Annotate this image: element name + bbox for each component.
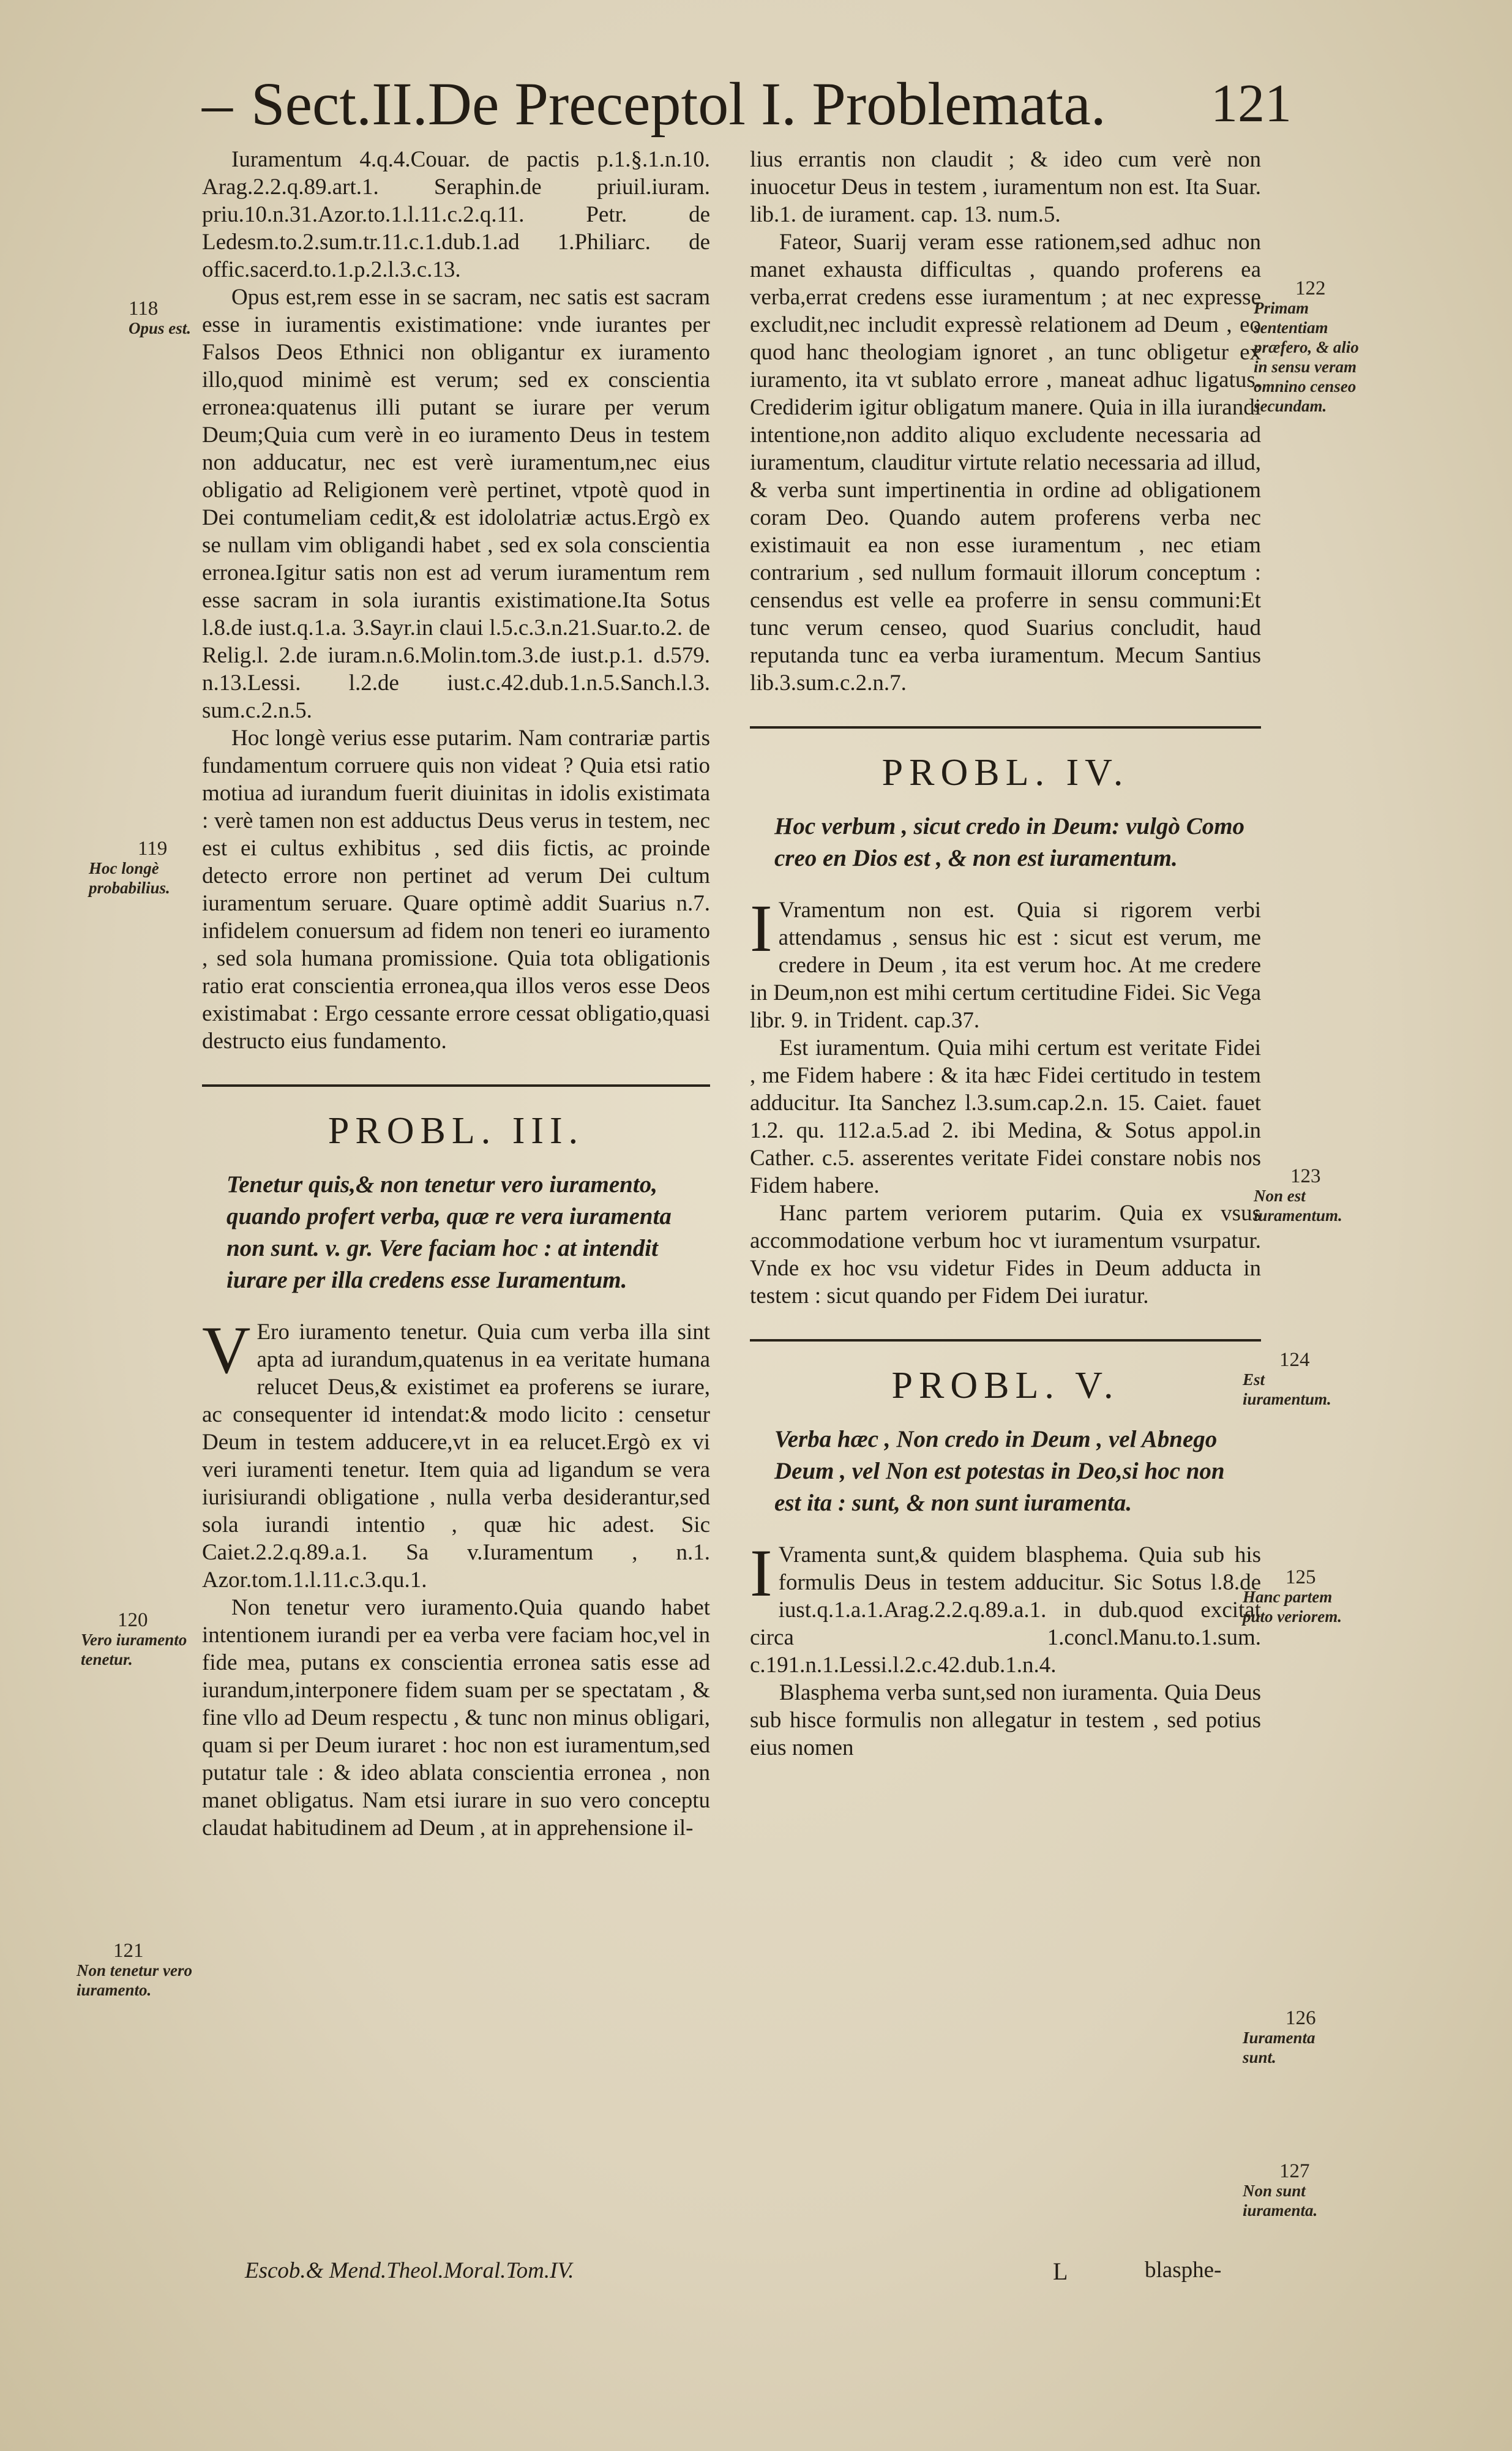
footer-running-title: Escob.& Mend.Theol.Moral.Tom.IV.: [245, 2258, 574, 2283]
margin-number: 121: [113, 1940, 144, 1962]
margin-note-127: [1243, 2161, 1353, 2220]
running-header: [202, 64, 1292, 144]
margin-note-122: [1254, 279, 1370, 416]
header-dash: –: [202, 70, 233, 138]
section-divider: [750, 726, 1261, 729]
margin-text: Opus est.: [129, 319, 192, 337]
margin-number: 123: [1290, 1165, 1321, 1187]
margin-number: 124: [1279, 1349, 1310, 1371]
margin-text: Primam sententiam præfero, & alio in sensu veram omnino censeo secundam.: [1254, 299, 1359, 415]
paragraph-123: [750, 891, 1261, 1034]
paragraph-123-text: Vramentum non est. Quia si rigorem verbi attendamus , sensus hic est : sicut est verum, me credere in Deum , ita est verum hoc. At me credere in Deum,non est mihi certum certitudine Fidei. Sic Vega libr. 9. in Trident. cap.37.: [750, 898, 1261, 1033]
margin-text: Non sunt iuramenta.: [1243, 2182, 1318, 2220]
paragraph-118: Opus est,rem esse in se sacram, nec satis est sacram esse in iuramentis existimatione: vnde iurantes per Falsos Deos Ethnici non obligantur ex iuramento illo,quod minimè est verum; sed ex conscientia erronea:quatenus illi putant se iurare per verum Deum;Quia cum verè in eo iuramento Deus in testem non adducatur, nec est verè iuramentum,nec eius obligatio ad Religionem verè pertinet, vtpotè quod in Dei contumeliam cedit,& est idololatriæ actus.Ergò ex se nullam vim obligandi habet , sed ex sola conscientia erronea.Igitur satis non est ad verum iuramentum rem esse sacram in sola iurantis existimatione.Ita Sotus l.8.de iust.q.1.a. 3.Sayr.in claui l.5.c.3.n.21.Suar.to.2. de Relig.l. 2.de iuram.n.6.Molin.tom.3.de iust.p.1. d.579. n.13.Lessi. l.2.de iust.c.42.dub.1.n.5.Sanch.l.3. sum.c.2.n.5.: [202, 285, 710, 723]
problem-5-title: PROBL. V.: [891, 1365, 1120, 1406]
paragraph-120-text: Ero iuramento tenetur. Quia cum verba illa sint apta ad iurandum,quatenus in ea veritate humana relucet Deus,& existimet ea proferens se iurare, ac consequenter id intendat:& modo licito : censetur Deum in testem adducere,vt in ea relucet.Ergò ex vi veri iuramenti tenetur. Item quia ad ligandum se vera iurisiurandi obligatione , nulla verba desiderantur,sed sola iurandi intentio , quæ hic adest. Sic Caiet.2.2.q.89.a.1. Sa v.Iuramentum , n.1. Azor.tom.1.l.11.c.3.qu.1.: [202, 1319, 710, 1593]
margin-number: 122: [1295, 277, 1326, 299]
margin-number: 126: [1286, 2007, 1316, 2029]
margin-text: Non tenetur vero iuramento.: [77, 1961, 192, 1999]
left-intro-paragraph: Iuramentum 4.q.4.Couar. de pactis p.1.§.1.n.10. Arag.2.2.q.89.art.1. Seraphin.de priuil.iuram. priu.10.n.31.Azor.to.1.l.11.c.2.q.11. Petr. de Ledesm.to.2.sum.tr.11.c.1.dub.1.ad 1.Philiarc. de offic.sacerd.to.1.p.2.l.3.c.13.: [202, 147, 710, 282]
margin-text: Vero iuramento tenetur.: [81, 1631, 187, 1668]
left-column: [202, 146, 710, 1842]
right-column: [750, 146, 1261, 1762]
margin-note-125: [1243, 1567, 1353, 1626]
margin-note-121: [77, 1941, 199, 2000]
margin-note-126: [1243, 2008, 1353, 2067]
paragraph-127: Blasphema verba sunt,sed non iuramenta. Quia Deus sub hisce formulis non allegatur in testem , sed potius eius nomen: [750, 1680, 1261, 1760]
margin-text: Hanc partem puto veriorem.: [1243, 1588, 1342, 1626]
paragraph-126-text: Vramenta sunt,& quidem blasphema. Quia sub his formulis Deus in testem adducitur. Sic Sotus l.8.de iust.q.1.a.1.Arag.2.2.q.89.a.1. in dub.quod excitat circa 1.concl.Manu.to.1.sum. c.191.n.1.Lessi.l.2.c.42.dub.1.n.4.: [750, 1542, 1261, 1678]
margin-note-124: [1243, 1350, 1353, 1409]
paragraph-119: Hoc longè verius esse putarim. Nam contrariæ partis fundamentum corruere quis non videat ? Quia etsi ratio motiua ad iurandum fuerit diuinitas in idolis existimata : verè tamen non est adductus Deus verus in testem, nec est ei cultus exhibitus , sed diis fictis, ac proinde detecto errore non pertinet ad verum Dei cultum iuramentum seruare. Quare optimè addit Suarius n.7. infidelem conuersum ad fidem non teneri eo iuramento , sed sola humana promissione. Quia tota obligationis ratio erat conscientia erronea,qua illos veros esse Deos existimabat : Ergo cessante errore cessat obligatio,quasi destructo eius fundamento.: [202, 726, 710, 1054]
section-divider: [750, 1339, 1261, 1342]
margin-number: 125: [1286, 1566, 1316, 1588]
page-number: 121: [1211, 74, 1292, 133]
paragraph-124: Est iuramentum. Quia mihi certum est veritate Fidei , me Fidem habere : & ita hæc Fidei certitudo in testem adducitur. Ita Sanchez l.3.sum.cap.2.n. 15. Caiet. fauet 1.2. qu. 112.a.5.ad 2. ibi Medina, & Sotus appol.in Cather. c.5. asserentes veritate Fidei constare nobis nos Fidem habere.: [750, 1035, 1261, 1198]
margin-number: 120: [118, 1609, 148, 1631]
margin-note-118: [129, 299, 196, 338]
signature-mark: L: [1053, 2258, 1068, 2285]
problem-3-statement: Tenetur quis,& non tenetur vero iuramento, quando profert verba, quæ re vera iuramenta non sunt. v. gr. Vere faciam hoc : at intendit iurare per illa credens esse Iuramentum.: [226, 1171, 672, 1293]
paragraph-121: Non tenetur vero iuramento.Quia quando habet intentionem iurandi per ea verba vere faciam hoc,vel in fide mea, putans ex conscientia erronea satis esse ad iurandum,interponere fidem suam per se spectatam , & fine vllo ad Deum respectu , & tunc non minus obligari, quam si per Deum iuraret : hoc non est iuramentum,sed putatur tale : & ideo ablata conscientia erronea , non manet obligatus. Nam etsi iurare in suo vero conceptu claudat habitudinem ad Deum , at in apprehensione il-: [202, 1595, 710, 1841]
margin-text: Non est iuramentum.: [1254, 1187, 1342, 1225]
margin-text: Est iuramentum.: [1243, 1370, 1331, 1408]
catchword: blasphe-: [1145, 2258, 1222, 2283]
margin-number: 119: [138, 838, 168, 860]
header-title: Sect.II.De Preceptol I. Problemata.: [251, 70, 1106, 138]
margin-number: 127: [1279, 2160, 1310, 2182]
right-intro-paragraph: lius errantis non claudit ; & ideo cum verè non inuocetur Deus in testem , iuramentum non est. Ita Suar. lib.1. de iurament. cap. 13. num.5.: [750, 147, 1261, 227]
problem-4-statement: Hoc verbum , sicut credo in Deum: vulgò Como creo en Dios est , & non est iuramentum.: [774, 813, 1245, 871]
paragraph-122: Fateor, Suarij veram esse rationem,sed adhuc non manet exhausta difficultas , quando proferens ea verba,errat credens esse iuramentum ; at nec expresse excludit,nec includit expressè relationem ad Deum , eo quod hanc theologiam ignoret , an tunc obligetur ex iuramento, ita vt sublato errore , maneat adhuc ligatus. Crediderim igitur obligatum manere. Quia in illa iurandi intentione,non addito aliquo excludente necessaria ad iuramentum, clauditur virtute relatio necessaria ad illud, & verba sunt impertinentia in ordine ad obligationem coram Deo. Quando autem proferens verba nec existimauit ea non esse iuramentum , nec etiam contrarium , sed nullum formauit illorum conceptum : censendus est velle ea proferre in sensu communi:Et tunc verum censeo, quod Suarius concludit, haud reputanda tunc ea verba iuramentum. Mecum Santius lib.3.sum.c.2.n.7.: [750, 230, 1261, 696]
drop-cap: I: [750, 1536, 773, 1610]
margin-note-120: [81, 1610, 194, 1669]
paragraph-120: [202, 1313, 710, 1594]
problem-5-statement: Verba hæc , Non credo in Deum , vel Abnego Deum , vel Non est potestas in Deo,si hoc non est ita : sunt, & non sunt iuramenta.: [774, 1426, 1225, 1516]
paragraph-125: Hanc partem veriorem putarim. Quia ex vsus accommodatione verbum hoc vt iuramentum vsurpatur. Vnde ex hoc vsu videtur Fides in Deum adducta in testem : sicut quando per Fidem Dei iuratur.: [750, 1201, 1261, 1308]
problem-3-title: PROBL. III.: [327, 1110, 585, 1152]
problem-4-title: PROBL. IV.: [881, 752, 1129, 794]
drop-cap: I: [750, 891, 773, 966]
section-divider: [202, 1084, 710, 1087]
margin-text: Hoc longè probabilius.: [89, 859, 170, 897]
drop-cap: V: [202, 1313, 251, 1387]
margin-number: 118: [129, 298, 159, 320]
paragraph-126: [750, 1536, 1261, 1679]
margin-note-119: [89, 839, 196, 898]
margin-text: Iuramenta sunt.: [1243, 2029, 1316, 2066]
margin-note-123: [1254, 1166, 1361, 1225]
